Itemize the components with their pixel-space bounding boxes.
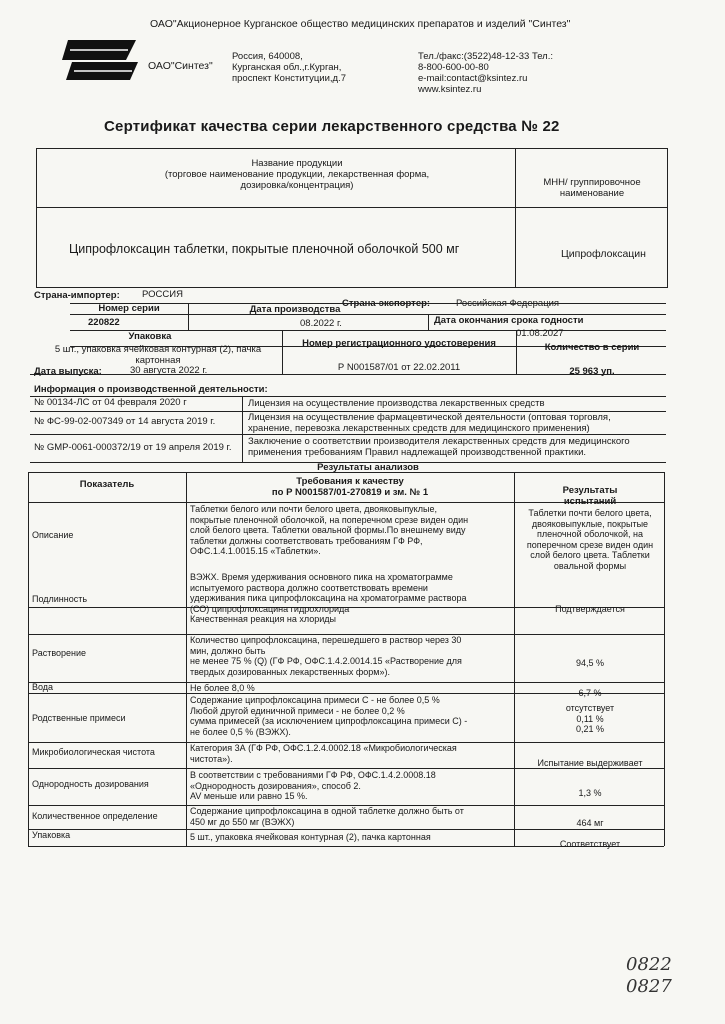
activity-desc-2: Лицензия на осуществление фармацевтической деятельности (оптовая торговля, хранение, перевозка лекарственных средств для медицинского применения) <box>248 412 611 434</box>
activity-desc-3: Заключение о соответствии производителя лекарственных средств для медицинского применения требованиям Правил надлежащей производственной практики. <box>248 436 630 458</box>
company-short-name: ОАО"Синтез" <box>148 60 213 72</box>
row-param: Однородность дозирования <box>32 779 149 789</box>
importer-label: Страна-импортер: <box>34 290 120 301</box>
activity-doc-1: № 00134-ЛС от 04 февраля 2020 г <box>34 397 187 408</box>
product-name: Ципрофлоксацин таблетки, покрытые пленочной оболочкой 500 мг <box>69 242 460 256</box>
row-param: Вода <box>32 682 54 692</box>
row-res: 464 мг <box>576 818 604 828</box>
handwritten-note-1: 0822 <box>626 954 672 975</box>
product-name-header: Название продукции (торговое наименование продукции, лекарственная форма, дозировка/концентрация) <box>164 158 430 191</box>
row-req: ВЭЖХ. Время удерживания основного пика на хроматограмме испытуемого раствора должно соответствовать времени удерживания пика ципрофлоксацина на хроматограмме раствора (СО) ципрофлоксацина гидрохлорида Качественная реакция на хлориды <box>190 572 467 624</box>
results-section <box>28 462 668 857</box>
company-full-name: ОАО"Акционерное Курганское общество медицинских препаратов и изделий "Синтез" <box>150 18 571 30</box>
prod-date-label: Дата производства <box>249 304 341 315</box>
importer-value: РОССИЯ <box>142 289 183 300</box>
col-req-header: Требования к качеству по Р N001587/01-270819 и зм. № 1 <box>271 476 429 498</box>
row-req: Не более 8,0 % <box>190 683 255 693</box>
activity-desc-1: Лицензия на осуществление производства лекарственных средств <box>248 398 545 409</box>
row-param: Количественное определение <box>32 811 158 821</box>
exporter-label: Страна-экспортер: <box>342 298 431 309</box>
qty-label: Количество в серии <box>544 342 640 353</box>
row-res: 6,7 % <box>578 688 602 698</box>
row-req: Содержание ципрофлоксацина примеси С - не более 0,5 % Любой другой единичной примеси - не более 0,2 % сумма примесей (за исключением ципрофлоксацина примеси С) - не более 0,5 % (ВЭЖХ). <box>190 695 468 737</box>
row-res: Испытание выдерживает <box>537 758 643 768</box>
row-req: Категория 3А (ГФ РФ, ОФС.1.2.4.0002.18 «Микробиологическая чистота»). <box>190 743 457 764</box>
release-value: 30 августа 2022 г. <box>130 365 208 376</box>
col-res-header: Результаты испытаний <box>562 485 618 507</box>
row-param: Упаковка <box>32 830 71 840</box>
company-address: Россия, 640008, Курганская обл.,г.Курган, проспект Конституции,д.7 <box>232 51 346 84</box>
expiry-value: 01.08.2027 <box>516 328 564 339</box>
row-req: В соответствии с требованиями ГФ РФ, ОФС.1.4.2.0008.18 «Однородность дозирования», способ 2. AV меньше или равно 15 %. <box>190 770 436 801</box>
row-param: Описание <box>32 530 74 540</box>
expiry-label: Дата окончания срока годности <box>434 315 584 326</box>
prod-date-value: 08.2022 г. <box>300 318 342 329</box>
mnn-header: МНН/ группировочное наименование <box>543 177 641 199</box>
certificate-title: Сертификат качества серии лекарственного средства № 22 <box>104 118 560 135</box>
handwritten-note-2: 0827 <box>626 976 672 997</box>
qty-value: 25 963 уп. <box>569 366 615 377</box>
pack-label: Упаковка <box>128 331 172 342</box>
row-res: Таблетки почти белого цвета, двояковыпуклые, покрытые пленочной оболочкой, на поперечном срезе виден один слой белого цвета. Таблетки овальной формы <box>526 508 654 571</box>
row-res: отсутствует 0,11 % 0,21 % <box>565 703 615 734</box>
activity-section <box>30 384 670 472</box>
row-req: Содержание ципрофлоксацина в одной таблетке должно быть от 450 мг до 550 мг (ВЭЖХ) <box>190 806 464 827</box>
reg-label: Номер регистрационного удостоверения <box>302 338 496 349</box>
row-res: 1,3 % <box>578 788 602 798</box>
series-value: 220822 <box>88 317 120 328</box>
row-req: Количество ципрофлоксацина, перешедшего в раствор через 30 мин, должно быть не менее 75 % (Q) (ГФ РФ, ОФС.1.4.2.0014.15 «Растворение для твердых дозированных лекарственных форм»). <box>190 635 462 677</box>
product-table <box>36 148 668 288</box>
company-logo-icon <box>62 36 142 89</box>
row-req: 5 шт., упаковка ячейковая контурная (2), пачка картонная <box>190 832 431 842</box>
row-param: Подлинность <box>32 594 88 604</box>
row-param: Микробиологическая чистота <box>32 747 155 757</box>
row-param: Родственные примеси <box>32 713 126 723</box>
row-res: Соответствует <box>559 839 621 849</box>
product-mnn: Ципрофлоксацин <box>561 248 646 260</box>
row-res: Подтверждается <box>555 604 625 614</box>
reg-value: Р N001587/01 от 22.02.2011 <box>337 362 461 373</box>
activity-header: Информация о производственной деятельности: <box>34 384 268 395</box>
series-label: Номер серии <box>98 303 160 314</box>
activity-doc-2: № ФС-99-02-007349 от 14 августа 2019 г. <box>34 416 216 427</box>
company-contacts: Тел./факс:(3522)48-12-33 Тел.: 8-800-600-00-80 e-mail:contact@ksintez.ru www.ksintez.ru <box>418 51 553 95</box>
results-title: Результаты анализов <box>317 462 419 473</box>
row-res: 94,5 % <box>575 658 605 668</box>
activity-doc-3: № GMP-0061-000372/19 от 19 апреля 2019 г. <box>34 442 232 453</box>
col-param-header: Показатель <box>79 479 135 490</box>
release-label: Дата выпуска: <box>34 366 102 377</box>
row-param: Растворение <box>32 648 87 658</box>
pack-value: 5 шт., упаковка ячейковая контурная (2), пачка картонная <box>54 344 262 366</box>
batch-section <box>30 286 670 396</box>
row-req: Таблетки белого или почти белого цвета, двояковыпуклые, покрытые пленочной оболочкой, на поперечном срезе виден один слой белого цвета. Таблетки овальной формы.По внешнему виду таблетки должны соответствовать требованиям ГФ РФ, ОФС.1.4.1.0015.15 «Таблетки». <box>190 504 469 556</box>
exporter-value: Российская Федерация <box>456 298 560 309</box>
